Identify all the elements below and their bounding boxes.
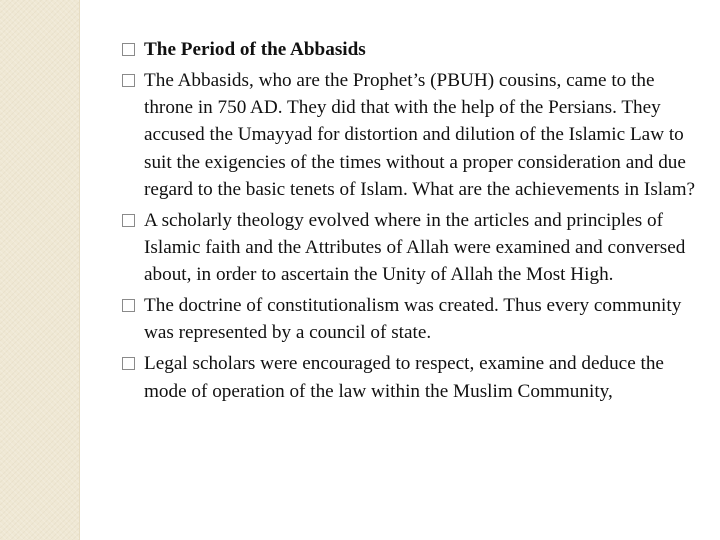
- bullet-box-icon: [122, 214, 135, 227]
- bullet-item-constitutionalism: [122, 292, 702, 347]
- bullet-box-icon: [122, 74, 135, 87]
- bullet-box-icon: [122, 357, 135, 370]
- bullet-text: The Abbasids, who are the Prophet’s (PBUH) cousins, came to the throne in 750 AD. They did that with the help of the Persians. They accused the Umayyad for distortion and dilution of the Islamic Law to suit the exigencies of the times without a proper consideration and due regard to the basic tenets of Islam. What are the achievements in Islam?: [144, 69, 696, 200]
- slide-content: [122, 36, 702, 408]
- bullet-item-abbasids-throne: [122, 67, 702, 203]
- bullet-text: Legal scholars were encouraged to respect, examine and deduce the mode of operation of the law within the Muslim Community,: [144, 353, 664, 402]
- bullet-item-legal-scholars: [122, 350, 702, 405]
- bullet-item-theology: [122, 207, 702, 289]
- bullet-text: A scholarly theology evolved where in the articles and principles of Islamic faith and the Attributes of Allah were examined and conversed about, in order to ascertain the Unity of Allah the Most High.: [144, 209, 686, 286]
- bullet-box-icon: [122, 43, 135, 56]
- bullet-text: The Period of the Abbasids: [144, 39, 366, 60]
- decorative-side-band: [0, 0, 79, 540]
- side-band-divider: [79, 0, 80, 540]
- bullet-text: The doctrine of constitutionalism was created. Thus every community was represented by a council of state.: [144, 295, 682, 344]
- bullet-item-title: [122, 36, 702, 63]
- bullet-box-icon: [122, 299, 135, 312]
